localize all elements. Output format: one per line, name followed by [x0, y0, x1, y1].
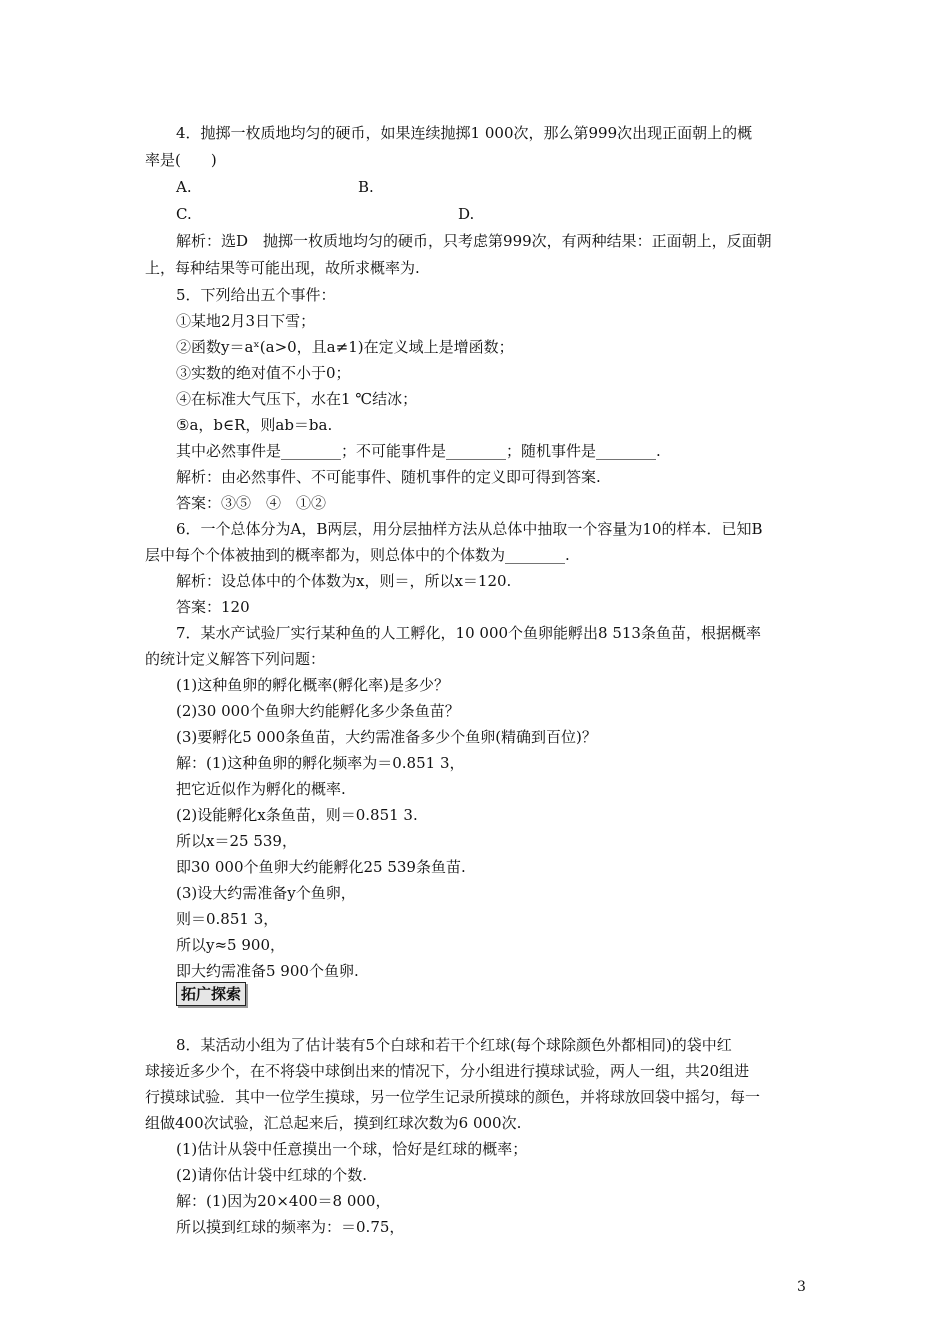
page-number: 3	[797, 1279, 806, 1295]
text-line: 组做400次试验，汇总起来后，摸到红球次数为6 000次.	[145, 1114, 522, 1132]
text-line: ①某地2月3日下雪；	[176, 312, 316, 330]
text-line: ②函数y＝aˣ(a>0，且a≠1)在定义域上是增函数；	[176, 338, 514, 356]
text-line: 6．一个总体分为A，B两层，用分层抽样方法从总体中抽取一个容量为10的样本．已知B	[176, 520, 763, 538]
text-line: 的统计定义解答下列问题：	[145, 650, 326, 668]
text-line: 答案：120	[176, 598, 250, 616]
text-line: (3)要孵化5 000条鱼苗，大约需准备多少个鱼卵(精确到百位)？	[176, 728, 597, 746]
text-line: (2)设能孵化x条鱼苗，则＝0.851 3.	[176, 806, 418, 824]
text-line: 7．某水产试验厂实行某种鱼的人工孵化，10 000个鱼卵能孵出8 513条鱼苗，根据概率	[176, 624, 761, 642]
text-line: 解析：由必然事件、不可能事件、随机事件的定义即可得到答案.	[176, 468, 601, 486]
text-line: (1)估计从袋中任意摸出一个球，恰好是红球的概率；	[176, 1140, 528, 1158]
text-line: 即大约需准备5 900个鱼卵.	[176, 962, 359, 980]
text-line: 所以x＝25 539，	[176, 832, 297, 850]
text-line: ④在标准大气压下，水在1 ℃结冰；	[176, 390, 418, 408]
text-line: 即30 000个鱼卵大约能孵化25 539条鱼苗.	[176, 858, 466, 876]
text-line: 所以y≈5 900，	[176, 936, 285, 954]
text-line: (2)请你估计袋中红球的个数.	[176, 1166, 368, 1184]
text-line: 球接近多少个，在不将袋中球倒出来的情况下，分小组进行摸球试验，两人一组，共20组进	[145, 1062, 750, 1080]
text-line: 4．抛掷一枚质地均匀的硬币，如果连续抛掷1 000次，那么第999次出现正面朝上的概	[176, 124, 753, 142]
text-line: 上，每种结果等可能出现，故所求概率为.	[145, 259, 420, 277]
text-line: 解析：选D 抛掷一枚质地均匀的硬币，只考虑第999次，有两种结果：正面朝上，反面朝	[176, 232, 772, 250]
text-line: ⑤a，b∈R，则ab＝ba.	[176, 416, 333, 434]
text-line: (2)30 000个鱼卵大约能孵化多少条鱼苗？	[176, 702, 460, 720]
text-line: 答案：③⑤ ④ ①②	[176, 494, 327, 512]
text-line: 解：(1)因为20×400＝8 000，	[176, 1192, 391, 1210]
text-line: (3)设大约需准备y个鱼卵，	[176, 884, 356, 902]
text-line: 5．下列给出五个事件：	[176, 286, 336, 304]
text-line: (1)这种鱼卵的孵化概率(孵化率)是多少？	[176, 676, 449, 694]
text-line: 率是( )	[145, 151, 217, 169]
text-line: 8．某活动小组为了估计装有5个白球和若干个红球(每个球除颜色外都相同)的袋中红	[176, 1036, 732, 1054]
text-line: 其中必然事件是________；不可能事件是________；随机事件是________.	[176, 442, 661, 460]
text-line: A.	[176, 178, 192, 196]
text-line: ③实数的绝对值不小于0；	[176, 364, 351, 382]
text-line: 层中每个个体被抽到的概率都为，则总体中的个体数为________.	[145, 546, 570, 564]
text-line: 所以摸到红球的频率为：＝0.75，	[176, 1218, 405, 1236]
text-line: D.	[458, 205, 475, 223]
text-line: 把它近似作为孵化的概率.	[176, 780, 346, 798]
text-line: 解：(1)这种鱼卵的孵化频率为＝0.851 3，	[176, 754, 465, 772]
text-line: 解析：设总体中的个体数为x，则＝，所以x＝120.	[176, 572, 512, 590]
text-line: C.	[176, 205, 192, 223]
text-line: 行摸球试验．其中一位学生摸球，另一位学生记录所摸球的颜色，并将球放回袋中摇匀，每一	[145, 1088, 761, 1106]
text-line: B.	[358, 178, 374, 196]
text-line: 则＝0.851 3，	[176, 910, 279, 928]
section-label: 拓广探索	[176, 982, 246, 1006]
